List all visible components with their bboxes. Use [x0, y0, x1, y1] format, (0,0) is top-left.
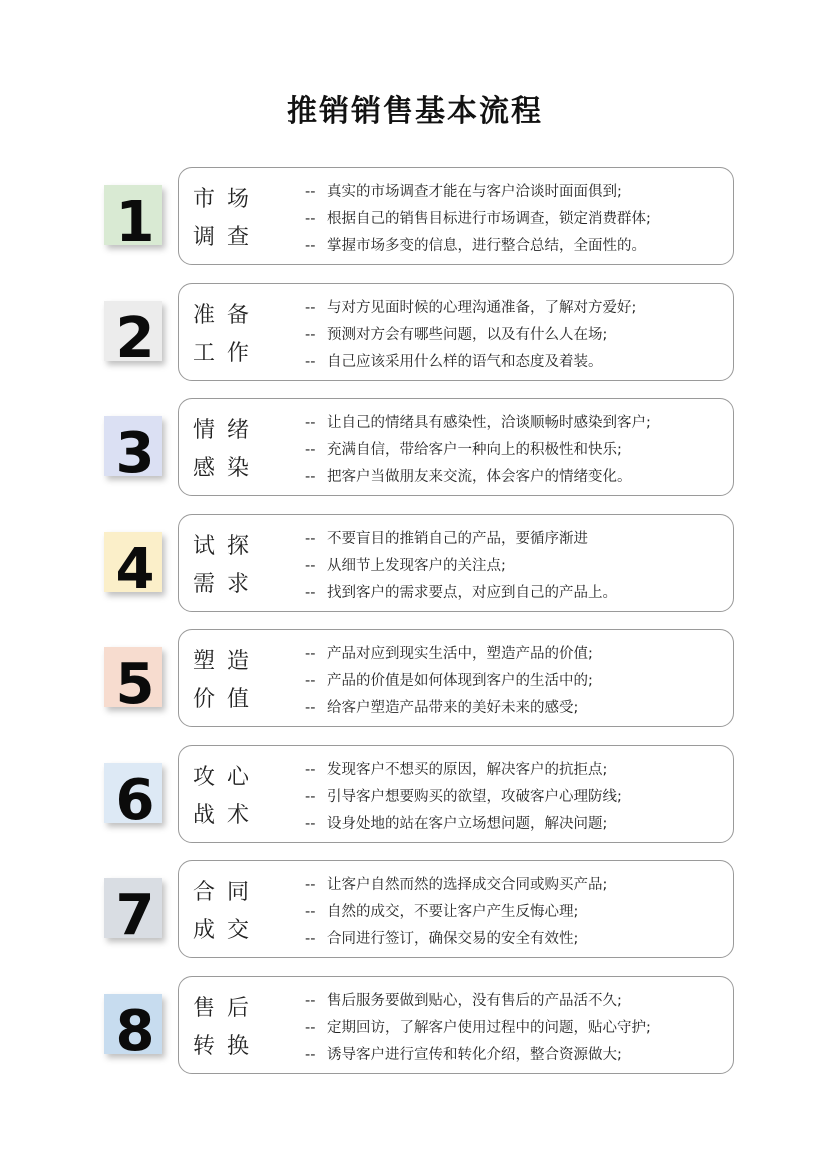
- dash-bullet: --: [305, 238, 316, 254]
- step-label-line2: 需求: [193, 572, 262, 597]
- dash-bullet: --: [305, 1047, 316, 1063]
- step-description-line: [305, 695, 725, 722]
- step-number: 7: [115, 883, 155, 948]
- step-row: [0, 398, 830, 498]
- description-text: 设身处地的站在客户立场想问题，解决问题;: [327, 816, 608, 832]
- step-label-line2: 转换: [193, 1034, 262, 1059]
- step-row: [0, 167, 830, 267]
- dash-bullet: --: [305, 354, 316, 370]
- description-text: 把客户当做朋友来交流，体会客户的情绪变化。: [327, 469, 632, 485]
- dash-bullet: --: [305, 931, 316, 947]
- step-description-line: [305, 926, 725, 953]
- description-text: 充满自信，带给客户一种向上的积极性和快乐;: [327, 442, 622, 458]
- dash-bullet: --: [305, 531, 316, 547]
- step-number: 2: [115, 306, 155, 371]
- step-label-line1: 准备: [193, 303, 262, 328]
- dash-bullet: --: [305, 327, 316, 343]
- step-number: 5: [115, 652, 155, 717]
- description-text: 不要盲目的推销自己的产品，要循序渐进: [327, 531, 588, 547]
- step-description-line: [305, 206, 725, 233]
- step-card: [178, 976, 734, 1074]
- step-card: [178, 398, 734, 496]
- step-label-line1: 攻心: [193, 765, 262, 790]
- step-number: 6: [115, 768, 155, 833]
- step-description: [305, 641, 725, 722]
- step-row: [0, 976, 830, 1076]
- step-description-line: [305, 757, 725, 784]
- step-description-line: [305, 641, 725, 668]
- description-text: 诱导客户进行宣传和转化介绍，整合资源做大;: [327, 1047, 622, 1063]
- step-description-line: [305, 1015, 725, 1042]
- dash-bullet: --: [305, 415, 316, 431]
- description-text: 找到客户的需求要点，对应到自己的产品上。: [327, 585, 617, 601]
- step-card: [178, 167, 734, 265]
- step-row: [0, 514, 830, 614]
- step-row: [0, 860, 830, 960]
- step-description-line: [305, 553, 725, 580]
- dash-bullet: --: [305, 904, 316, 920]
- step-label-line2: 战术: [193, 803, 262, 828]
- dash-bullet: --: [305, 442, 316, 458]
- step-label-line2: 调查: [193, 225, 262, 250]
- dash-bullet: --: [305, 184, 316, 200]
- description-text: 从细节上发现客户的关注点;: [327, 558, 506, 574]
- dash-bullet: --: [305, 558, 316, 574]
- description-text: 让客户自然而然的选择成交合同或购买产品;: [327, 877, 608, 893]
- dash-bullet: --: [305, 211, 316, 227]
- step-description-line: [305, 668, 725, 695]
- dash-bullet: --: [305, 877, 316, 893]
- description-text: 引导客户想要购买的欲望，攻破客户心理防线;: [327, 789, 622, 805]
- description-text: 与对方见面时候的心理沟通准备，了解对方爱好;: [327, 300, 637, 316]
- dash-bullet: --: [305, 585, 316, 601]
- step-label-line1: 塑造: [193, 649, 262, 674]
- description-text: 让自己的情绪具有感染性，洽谈顺畅时感染到客户;: [327, 415, 651, 431]
- step-description-line: [305, 464, 725, 491]
- step-description-line: [305, 437, 725, 464]
- step-label-line1: 市场: [193, 187, 262, 212]
- step-label-line1: 试探: [193, 534, 262, 559]
- step-description: [305, 179, 725, 260]
- step-description-line: [305, 899, 725, 926]
- step-description-line: [305, 872, 725, 899]
- description-text: 给客户塑造产品带来的美好未来的感受;: [327, 700, 579, 716]
- description-text: 合同进行签订，确保交易的安全有效性;: [327, 931, 579, 947]
- dash-bullet: --: [305, 300, 316, 316]
- description-text: 预测对方会有哪些问题，以及有什么人在场;: [327, 327, 608, 343]
- step-row: [0, 283, 830, 383]
- step-description-line: [305, 179, 725, 206]
- step-card: [178, 629, 734, 727]
- dash-bullet: --: [305, 700, 316, 716]
- page-title: 推销销售基本流程: [287, 94, 543, 129]
- description-text: 掌握市场多变的信息，进行整合总结，全面性的。: [327, 238, 646, 254]
- step-number: 1: [115, 190, 155, 255]
- step-description-line: [305, 811, 725, 838]
- description-text: 产品对应到现实生活中，塑造产品的价值;: [327, 646, 593, 662]
- step-label-line2: 价值: [193, 687, 262, 712]
- step-description: [305, 872, 725, 953]
- step-label-line2: 工作: [193, 341, 262, 366]
- description-text: 产品的价值是如何体现到客户的生活中的;: [327, 673, 593, 689]
- step-description-line: [305, 410, 725, 437]
- step-description-line: [305, 349, 725, 376]
- step-label-line1: 合同: [193, 880, 262, 905]
- step-description-line: [305, 580, 725, 607]
- dash-bullet: --: [305, 993, 316, 1009]
- step-description-line: [305, 295, 725, 322]
- step-number: 4: [115, 537, 155, 602]
- step-row: [0, 629, 830, 729]
- step-label-line2: 成交: [193, 918, 262, 943]
- step-description: [305, 988, 725, 1069]
- step-label-line2: 感染: [193, 456, 262, 481]
- description-text: 发现客户不想买的原因，解决客户的抗拒点;: [327, 762, 608, 778]
- step-description-line: [305, 322, 725, 349]
- dash-bullet: --: [305, 1020, 316, 1036]
- dash-bullet: --: [305, 762, 316, 778]
- step-description: [305, 526, 725, 607]
- step-number: 8: [115, 999, 155, 1064]
- step-description-line: [305, 1042, 725, 1069]
- dash-bullet: --: [305, 673, 316, 689]
- dash-bullet: --: [305, 789, 316, 805]
- description-text: 售后服务要做到贴心，没有售后的产品活不久;: [327, 993, 622, 1009]
- description-text: 定期回访，了解客户使用过程中的问题，贴心守护;: [327, 1020, 651, 1036]
- step-label-line1: 情绪: [193, 418, 262, 443]
- step-card: [178, 745, 734, 843]
- description-text: 自己应该采用什么样的语气和态度及着装。: [327, 354, 603, 370]
- step-description: [305, 295, 725, 376]
- step-number: 3: [115, 421, 155, 486]
- step-label-line1: 售后: [193, 996, 262, 1021]
- step-card: [178, 514, 734, 612]
- step-row: [0, 745, 830, 845]
- step-description-line: [305, 526, 725, 553]
- step-card: [178, 860, 734, 958]
- dash-bullet: --: [305, 816, 316, 832]
- description-text: 真实的市场调查才能在与客户洽谈时面面俱到;: [327, 184, 622, 200]
- step-description: [305, 757, 725, 838]
- step-card: [178, 283, 734, 381]
- step-description-line: [305, 988, 725, 1015]
- step-description-line: [305, 233, 725, 260]
- step-description-line: [305, 784, 725, 811]
- description-text: 自然的成交，不要让客户产生反悔心理;: [327, 904, 579, 920]
- dash-bullet: --: [305, 469, 316, 485]
- description-text: 根据自己的销售目标进行市场调查，锁定消费群体;: [327, 211, 651, 227]
- step-description: [305, 410, 725, 491]
- dash-bullet: --: [305, 646, 316, 662]
